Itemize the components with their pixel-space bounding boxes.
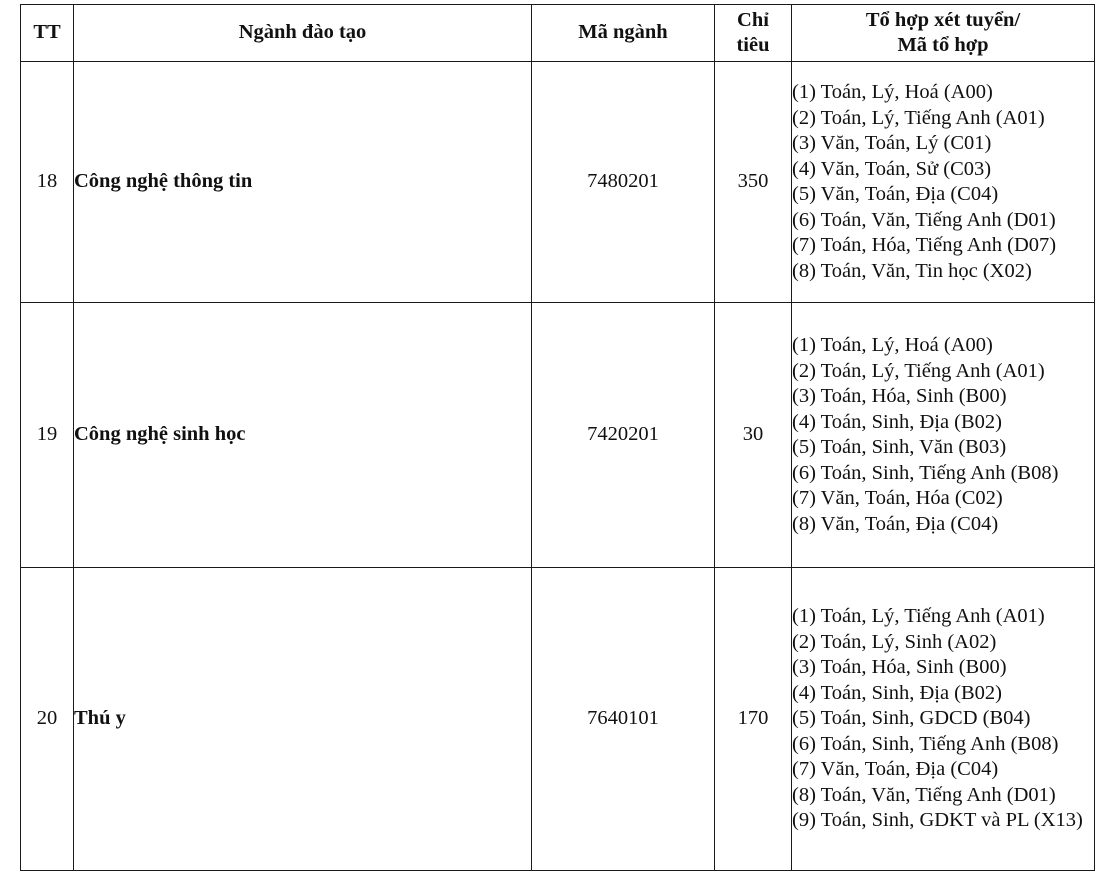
- combo-item: (8) Toán, Văn, Tiếng Anh (D01): [792, 783, 1056, 806]
- combo-item: (2) Toán, Lý, Tiếng Anh (A01): [792, 106, 1045, 129]
- header-code: Mã ngành: [532, 5, 715, 62]
- header-quota-line1: Chỉ: [737, 8, 769, 31]
- header-major: Ngành đào tạo: [74, 5, 532, 62]
- header-quota-line2: tiêu: [736, 34, 770, 56]
- quota-value: 170: [715, 568, 792, 871]
- combo-item: (3) Toán, Hóa, Sinh (B00): [792, 385, 1007, 407]
- combo-item: (7) Toán, Hóa, Tiếng Anh (D07): [792, 234, 1057, 256]
- table-row: [21, 568, 1095, 871]
- header-row: [21, 5, 1095, 62]
- major-code: 7480201: [532, 62, 715, 303]
- combo-item: (4) Toán, Sinh, Địa (B02): [792, 410, 1002, 433]
- combo-list: [792, 303, 1095, 568]
- row-number: 18: [21, 62, 74, 303]
- header-combos-line1: Tổ hợp xét tuyển/: [865, 8, 1021, 31]
- combo-item: (6) Toán, Sinh, Tiếng Anh (B08): [792, 732, 1059, 755]
- header-quota: [715, 5, 792, 62]
- major-name: Công nghệ thông tin: [74, 62, 532, 303]
- combo-item: (4) Văn, Toán, Sử (C03): [792, 157, 992, 180]
- combo-item: (7) Văn, Toán, Địa (C04): [792, 758, 999, 781]
- combo-item: (1) Toán, Lý, Hoá (A00): [792, 334, 993, 356]
- combo-item: (5) Toán, Sinh, GDCD (B04): [792, 707, 1031, 730]
- combo-item: (9) Toán, Sinh, GDKT và PL (X13): [792, 809, 1083, 832]
- quota-value: 350: [715, 62, 792, 303]
- row-number: 19: [21, 303, 74, 568]
- major-name: Công nghệ sinh học: [74, 303, 532, 568]
- table-row: [21, 62, 1095, 303]
- combo-item: (2) Toán, Lý, Sinh (A02): [792, 630, 997, 653]
- header-combos-line2: Mã tổ hợp: [897, 34, 989, 56]
- combo-list: [792, 568, 1095, 871]
- combo-item: (6) Toán, Sinh, Tiếng Anh (B08): [792, 461, 1059, 484]
- row-number: 20: [21, 568, 74, 871]
- combo-item: (8) Toán, Văn, Tin học (X02): [792, 259, 1032, 282]
- major-code: 7420201: [532, 303, 715, 568]
- table-row: [21, 303, 1095, 568]
- combo-item: (7) Văn, Toán, Hóa (C02): [792, 487, 1003, 509]
- combo-item: (5) Toán, Sinh, Văn (B03): [792, 436, 1007, 458]
- admissions-table: [20, 4, 1095, 871]
- combo-list: [792, 62, 1095, 303]
- combo-item: (6) Toán, Văn, Tiếng Anh (D01): [792, 208, 1056, 231]
- quota-value: 30: [715, 303, 792, 568]
- combo-item: (2) Toán, Lý, Tiếng Anh (A01): [792, 359, 1045, 382]
- combo-item: (1) Toán, Lý, Hoá (A00): [792, 81, 993, 103]
- combo-item: (8) Văn, Toán, Địa (C04): [792, 512, 999, 535]
- combo-item: (1) Toán, Lý, Tiếng Anh (A01): [792, 605, 1045, 628]
- combo-item: (3) Toán, Hóa, Sinh (B00): [792, 656, 1007, 679]
- combo-item: (5) Văn, Toán, Địa (C04): [792, 183, 999, 205]
- header-combos: [792, 5, 1095, 62]
- header-tt: TT: [21, 5, 74, 62]
- combo-item: (3) Văn, Toán, Lý (C01): [792, 132, 992, 154]
- combo-item: (4) Toán, Sinh, Địa (B02): [792, 681, 1002, 704]
- major-code: 7640101: [532, 568, 715, 871]
- major-name: Thú y: [74, 568, 532, 871]
